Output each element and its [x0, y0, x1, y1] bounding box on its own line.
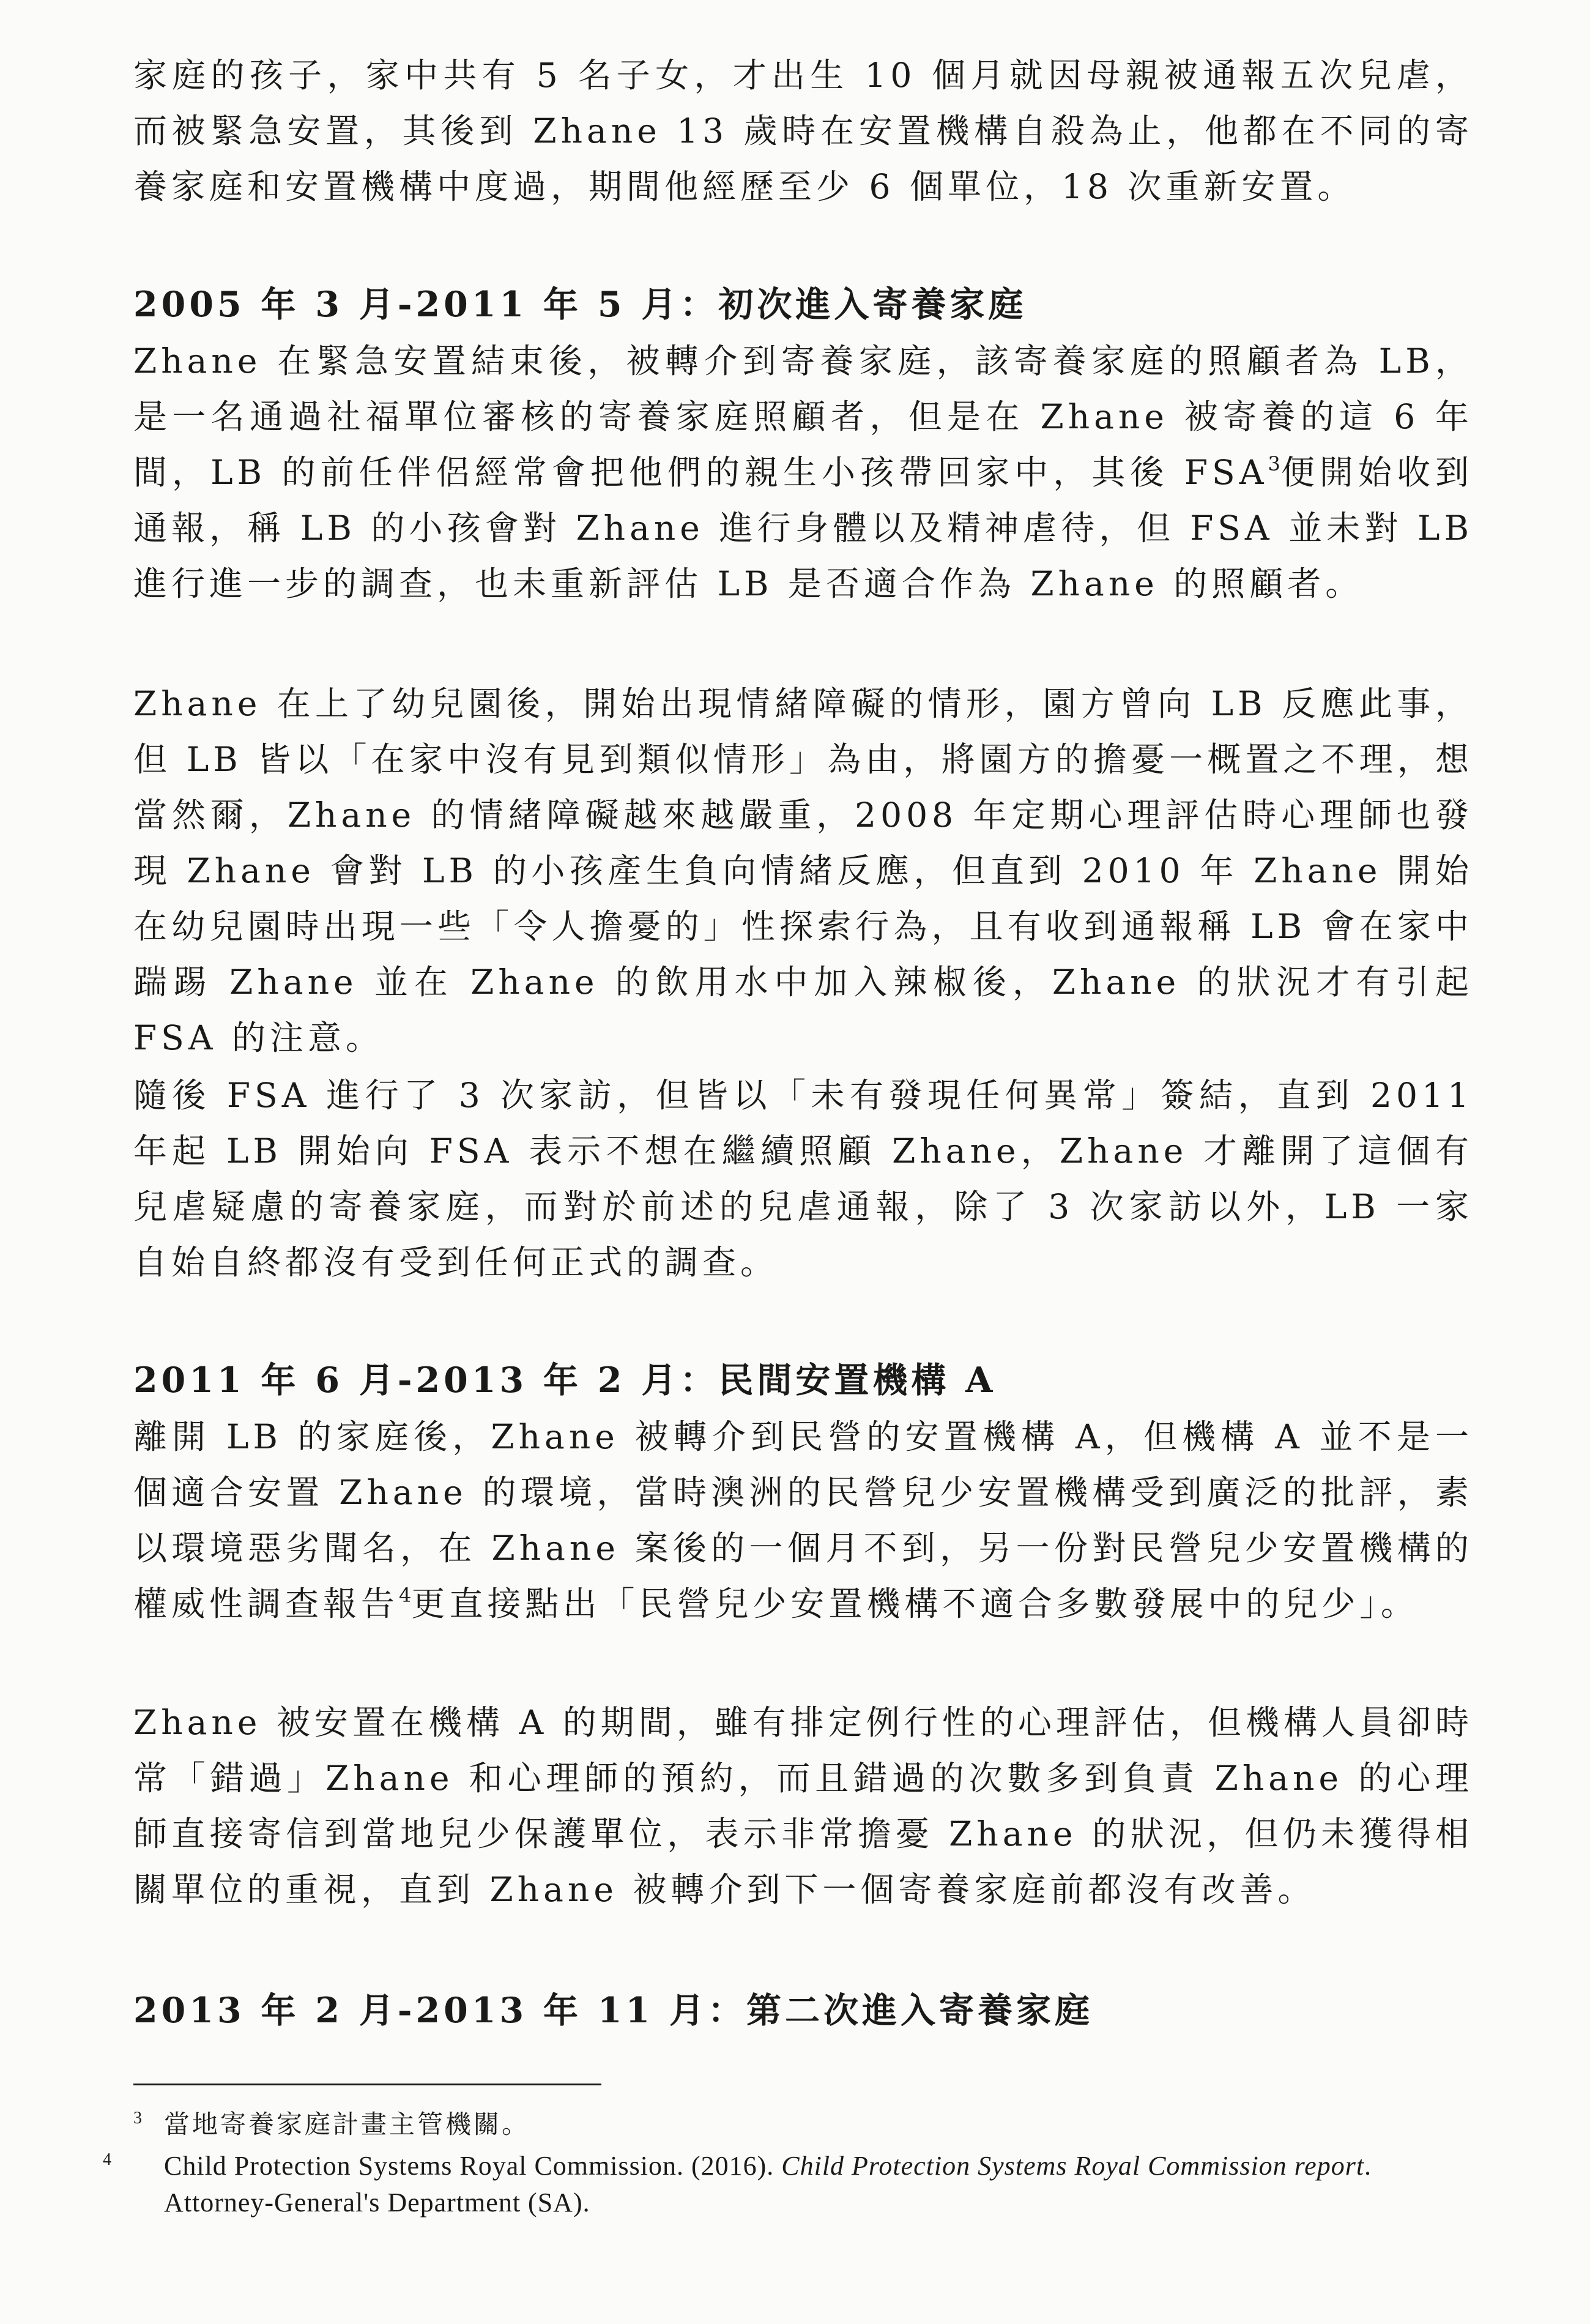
section-heading-second-foster-family: 2013 年 2 月-2013 年 11 月：第二次進入寄養家庭 [133, 1990, 1093, 2031]
footnote-4 [103, 2142, 1473, 2221]
footnote-divider [133, 2084, 601, 2085]
paragraph-kindergarten-text: Zhane 在上了幼兒園後，開始出現情緒障礙的情形，園方曾向 LB 反應此事，但 LB 皆以「在家中沒有見到類似情形」為由，將園方的擔憂一概置之不理，想當然爾，Zhane 的情緒障礙越來越嚴重，2008 年定期心理評估時心理師也發現 Zhane 會對 LB 的小孩產生負向情緒反應，但直到 2010 年 Zhane 開始在幼兒園時出現一些「令人擔憂的」性探索行為，且有收到通報稱 LB 會在家中踹踢 Zhane 並在 Zhane 的飲用水中加入辣椒後，Zhane 的狀況才有引起 FSA 的注意。 [133, 684, 1473, 1057]
footnote-4-text-a: Child Protection Systems Royal Commission. (2016). [164, 2151, 782, 2181]
paragraph-home-visits [133, 1068, 1473, 1290]
footnote-3-text: 當地寄養家庭計畫主管機關。 [164, 2109, 530, 2139]
footnote-ref-3: 3 [1268, 452, 1280, 475]
footnote-3 [133, 2100, 1473, 2143]
paragraph-psychologist-text: Zhane 被安置在機構 A 的期間，雖有排定例行性的心理評估，但機構人員卻時常「錯過」Zhane 和心理師的預約，而且錯過的次數多到負責 Zhane 的心理師直接寄信到當地兒少保護單位，表示非常擔憂 Zhane 的狀況，但仍未獲得相關單位的重視，直到 Zhane 被轉介到下一個寄養家庭前都沒有改善。 [133, 1703, 1473, 1909]
footnote-3-number: 3 [133, 2109, 142, 2128]
paragraph-first-foster-family-text-b: 便開始收到通報，稱 LB 的小孩會對 Zhane 進行身體以及精神虐待，但 FSA 並未對 LB 進行進一步的調查，也未重新評估 LB 是否適合作為 Zhane 的照顧者。 [133, 453, 1473, 603]
footnote-4-text-b: . Attorney-General's Department (SA). [164, 2151, 1372, 2218]
footnote-ref-4: 4 [399, 1584, 412, 1607]
footnote-4-report-title: Child Protection Systems Royal Commission report [781, 2151, 1365, 2181]
paragraph-intro-text: 家庭的孩子，家中共有 5 名子女，才出生 10 個月就因母親被通報五次兒虐，而被緊急安置，其後到 Zhane 13 歲時在安置機構自殺為止，他都在不同的寄養家庭和安置機構中度過，期間他經歷至少 6 個單位，18 次重新安置。 [133, 56, 1473, 206]
section-heading-private-institution: 2011 年 6 月-2013 年 2 月：民間安置機構 A [133, 1360, 997, 1401]
paragraph-psychologist [133, 1695, 1473, 1918]
paragraph-first-foster-family-text-a: Zhane 在緊急安置結束後，被轉介到寄養家庭，該寄養家庭的照顧者為 LB，是一名通過社福單位審核的寄養家庭照顧者，但是在 Zhane 被寄養的這 6 年間，LB 的前任伴侶經常會把他們的親生小孩帶回家中，其後 FSA [133, 341, 1473, 492]
paragraph-private-institution-text-a: 離開 LB 的家庭後，Zhane 被轉介到民營的安置機構 A，但機構 A 並不是一個適合安置 Zhane 的環境，當時澳洲的民營兒少安置機構受到廣泛的批評，素以環境惡劣聞名，在 Zhane 案後的一個月不到，另一份對民營兒少安置機構的權威性調查報告 [133, 1417, 1473, 1623]
footnote-4-number: 4 [103, 2150, 111, 2169]
paragraph-intro [133, 48, 1473, 215]
paragraph-home-visits-text: 隨後 FSA 進行了 3 次家訪，但皆以「未有發現任何異常」簽結，直到 2011 年起 LB 開始向 FSA 表示不想在繼續照顧 Zhane，Zhane 才離開了這個有兒虐疑慮的寄養家庭，而對於前述的兒虐通報，除了 3 次家訪以外，LB 一家自始自終都沒有受到任何正式的調查。 [133, 1076, 1473, 1282]
section-heading-first-foster-family: 2005 年 3 月-2011 年 5 月：初次進入寄養家庭 [133, 284, 1027, 325]
paragraph-private-institution [133, 1409, 1473, 1632]
paragraph-first-foster-family [133, 333, 1473, 612]
paragraph-private-institution-text-b: 更直接點出「民營兒少安置機構不適合多數發展中的兒少」。 [411, 1584, 1419, 1623]
paragraph-kindergarten [133, 676, 1473, 1066]
